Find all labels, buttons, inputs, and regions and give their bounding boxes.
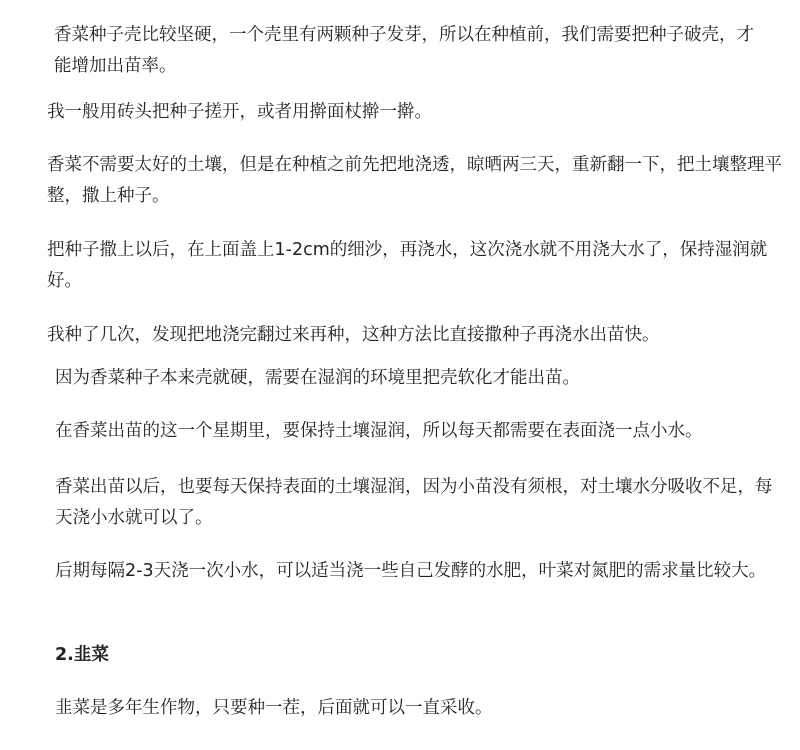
- section-heading-chives: 2.韭菜: [55, 645, 109, 665]
- paragraph-first-week: 在香菜出苗的这一个星期里，要保持土壤湿润，所以每天都需要在表面浇一点小水。: [55, 421, 703, 441]
- paragraph-later-watering: 后期每隔2-3天浇一次小水，可以适当浇一些自己发酵的水肥，叶菜对氮肥的需求量比较大。: [55, 561, 767, 581]
- paragraph-seed-shell: 香菜种子壳比较坚硬，一个壳里有两颗种子发芽，所以在种植前，我们需要把种子破壳，才能增加出苗率。: [54, 25, 754, 76]
- paragraph-after-sprout: 香菜出苗以后，也要每天保持表面的土壤湿润，因为小苗没有须根，对土壤水分吸收不足，每天浇小水就可以了。: [55, 477, 773, 528]
- paragraph-seed-rub: 我一般用砖头把种子搓开，或者用擀面杖擀一擀。: [47, 102, 432, 122]
- paragraph-soil-prep: 香菜不需要太好的土壤，但是在种植之前先把地浇透，晾晒两三天，重新翻一下，把土壤整理平整，撒上种子。: [47, 155, 782, 206]
- paragraph-shell-soften: 因为香菜种子本来壳就硬，需要在湿润的环境里把壳软化才能出苗。: [55, 368, 580, 388]
- paragraph-chives-intro: 韭菜是多年生作物，只要种一茬，后面就可以一直采收。: [55, 698, 493, 718]
- paragraph-sand-cover: 把种子撒上以后，在上面盖上1-2cm的细沙，再浇水，这次浇水就不用浇大水了，保持湿润就好。: [47, 240, 768, 291]
- paragraph-method-compare: 我种了几次，发现把地浇完翻过来再种，这种方法比直接撒种子再浇水出苗快。: [47, 325, 660, 345]
